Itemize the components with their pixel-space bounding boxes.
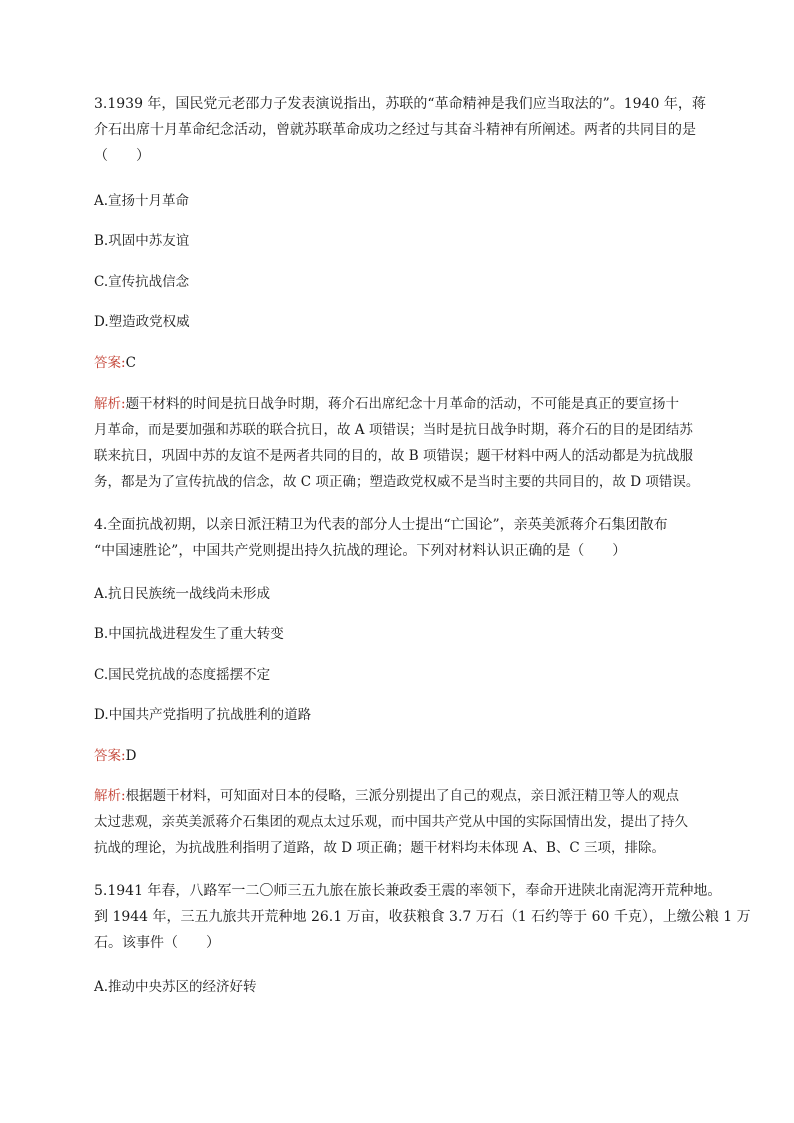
question-4-analysis (94, 786, 714, 858)
analysis-line-2: 太过悲观，亲英美派蒋介石集团的观点太过乐观，而中国共产党从中国的实际国情出发，提出了持久 (94, 814, 688, 830)
analysis-label: 解析: (94, 396, 126, 412)
question-3-line-3: （ ） (94, 148, 150, 164)
question-4-option-d: D.中国共产党指明了抗战胜利的道路 (94, 707, 312, 723)
question-4-line-2: “中国速胜论”，中国共产党则提出持久抗战的理论。下列对材料认识正确的是（ ） (94, 543, 627, 559)
analysis-label: 解析: (94, 788, 126, 804)
question-3-option-a: A.宣扬十月革命 (94, 193, 190, 209)
question-3-analysis (94, 394, 714, 492)
question-5-line-3: 石。该事件（ ） (94, 935, 220, 951)
analysis-line-1: 解析:根据题干材料，可知面对日本的侵略，三派分别提出了自己的观点，亲日派汪精卫等人的观点 (94, 788, 680, 804)
question-5-option-a: A.推动中央苏区的经济好转 (94, 979, 257, 995)
question-3-option-b: B.巩固中苏友谊 (94, 233, 190, 249)
question-4-option-b: B.中国抗战进程发生了重大转变 (94, 626, 284, 642)
question-3-line-1: 3.1939 年，国民党元老邵力子发表演说指出，苏联的“革命精神是我们应当取法的”。1940 年，蒋 (94, 96, 706, 112)
question-3-answer (94, 353, 714, 373)
question-5-line-1: 5.1941 年春，八路军一二〇师三五九旅在旅长兼政委王震的率领下，奉命开进陕北南泥湾开荒种地。 (94, 883, 722, 899)
answer-value: C (125, 355, 136, 371)
question-3-stem (94, 94, 714, 166)
answer-label: 答案: (94, 748, 126, 764)
question-3-option-d: D.塑造政党权威 (94, 314, 190, 330)
answer-label: 答案: (94, 355, 126, 371)
analysis-line-3: 联来抗日，巩固中苏的友谊不是两者共同的目的，故 B 项错误；题干材料中两人的活动都是为抗战服 (94, 448, 694, 464)
question-3-line-2: 介石出席十月革命纪念活动，曾就苏联革命成功之经过与其奋斗精神有所阐述。两者的共同目的是 (94, 122, 696, 138)
question-4-option-c: C.国民党抗战的态度摇摆不定 (94, 667, 271, 683)
question-4-answer (94, 746, 714, 766)
answer-value: D (125, 748, 137, 764)
question-3-option-c: C.宣传抗战信念 (94, 274, 190, 290)
analysis-line-4: 务，都是为了宣传抗战的信念，故 C 项正确；塑造政党权威不是当时主要的共同目的，故 D 项错误。 (94, 474, 700, 490)
question-5-line-2: 到 1944 年，三五九旅共开荒种地 26.1 万亩，收获粮食 3.7 万石（1 石约等于 60 千克），上缴公粮 1 万 (94, 909, 751, 925)
question-4-line-1: 4.全面抗战初期，以亲日派汪精卫为代表的部分人士提出“亡国论”，亲英美派蒋介石集团散布 (94, 517, 668, 533)
question-4-option-a: A.抗日民族统一战线尚未形成 (94, 586, 271, 602)
question-5-stem (94, 881, 751, 953)
question-4-stem (94, 515, 714, 561)
analysis-line-1: 解析:题干材料的时间是抗日战争时期，蒋介石出席纪念十月革命的活动，不可能是真正的要宣扬十 (94, 396, 680, 412)
analysis-line-3: 抗战的理论，为抗战胜利指明了道路，故 D 项正确；题干材料均未体现 A、B、C 三项，排除。 (94, 840, 665, 856)
analysis-line-2: 月革命，而是要加强和苏联的联合抗日，故 A 项错误；当时是抗日战争时期，蒋介石的目的是团结苏 (94, 422, 693, 438)
